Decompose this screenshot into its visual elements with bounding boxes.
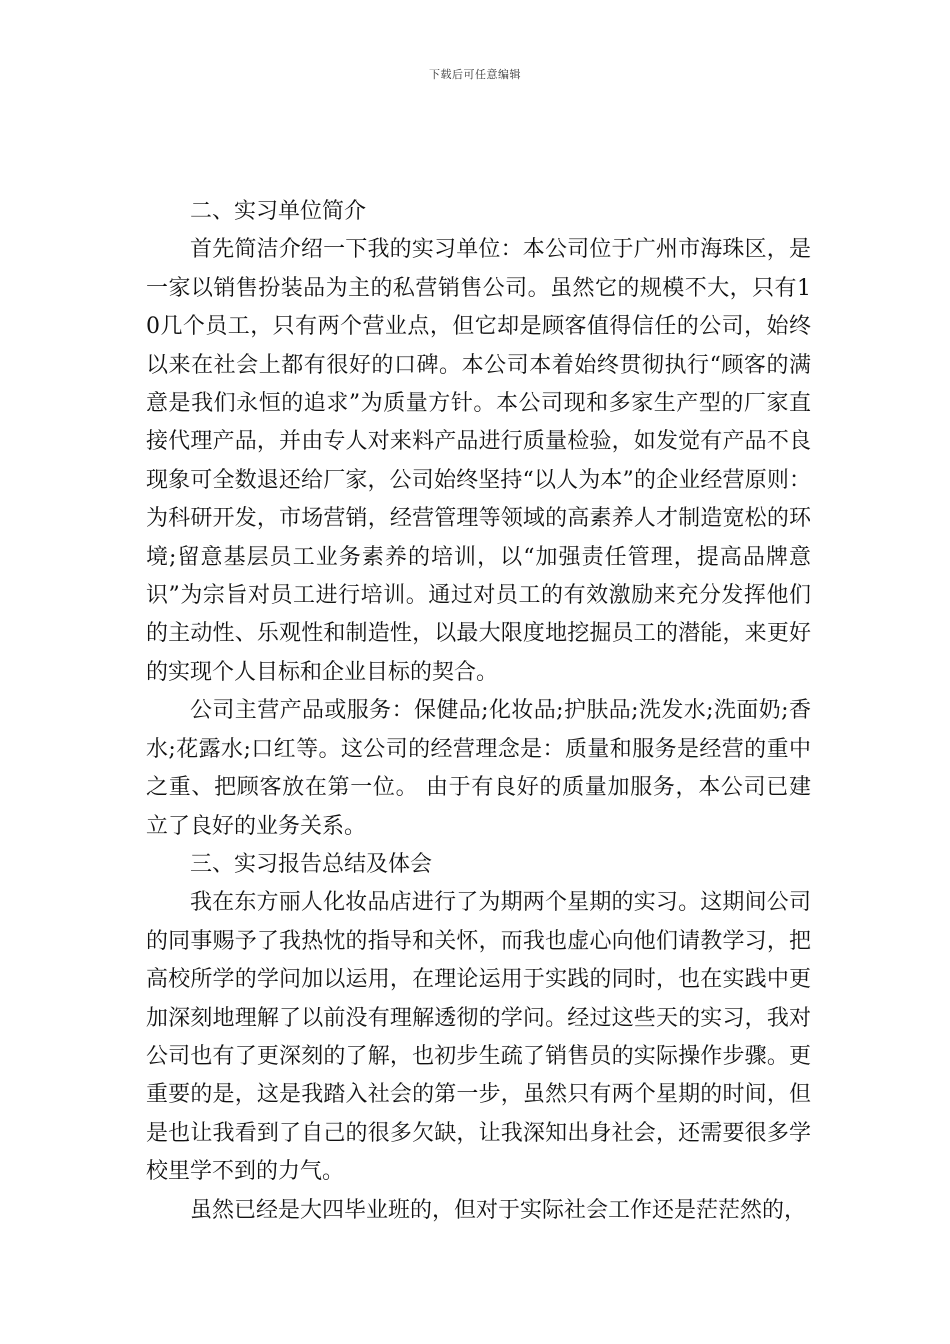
paragraph-company-intro: 首先简洁介绍一下我的实习单位：本公司位于广州市海珠区，是一家以销售扮装品为主的私营销售公司。虽然它的规模不大，只有10几个员工，只有两个营业点，但它却是顾客值得信任的公司，始终以来在社会上都有很好的口碑。本公司本着始终贯彻执行“顾客的满意是我们永恒的追求”为质量方针。本公司现和多家生产型的厂家直接代理产品，并由专人对来料产品进行质量检验，如发觉有产品不良现象可全数退还给厂家，公司始终坚持“以人为本”的企业经营原则：为科研开发，市场营销，经营管理等领域的高素养人才制造宽松的环境;留意基层员工业务素养的培训，以“加强责任管理，提高品牌意识”为宗旨对员工进行培训。通过对员工的有效激励来充分发挥他们的主动性、乐观性和制造性，以最大限度地挖掘员工的潜能，来更好的实现个人目标和企业目标的契合。: [146, 237, 811, 685]
section-heading-company-intro: 二、实习单位简介: [190, 199, 367, 224]
paragraph-products-services: 公司主营产品或服务：保健品;化妆品;护肤品;洗发水;洗面奶;香水;花露水;口红等。这公司的经营理念是：质量和服务是经营的重中之重、把顾客放在第一位。 由于有良好的质量加服务，本公司已建立了良好的业务关系。: [146, 698, 811, 839]
document-body: [146, 193, 811, 1230]
paragraph-internship-experience: 我在东方丽人化妆品店进行了为期两个星期的实习。这期间公司的同事赐予了我热忱的指导和关怀，而我也虚心向他们请教学习，把高校所学的学问加以运用，在理论运用于实践的同时，也在实践中更加深刻地理解了以前没有理解透彻的学问。经过这些天的实习，我对公司也有了更深刻的了解，也初步生疏了销售员的实际操作步骤。更重要的是，这是我踏入社会的第一步，虽然只有两个星期的时间，但是也让我看到了自己的很多欠缺，让我深知出身社会，还需要很多学校里学不到的力气。: [146, 890, 811, 1185]
paragraph-senior-reflection: 虽然已经是大四毕业班的，但对于实际社会工作还是茫茫然的，: [190, 1197, 807, 1223]
section-heading-summary: 三、实习报告总结及体会: [190, 851, 433, 877]
page-header-note: 下载后可任意编辑: [429, 68, 521, 81]
